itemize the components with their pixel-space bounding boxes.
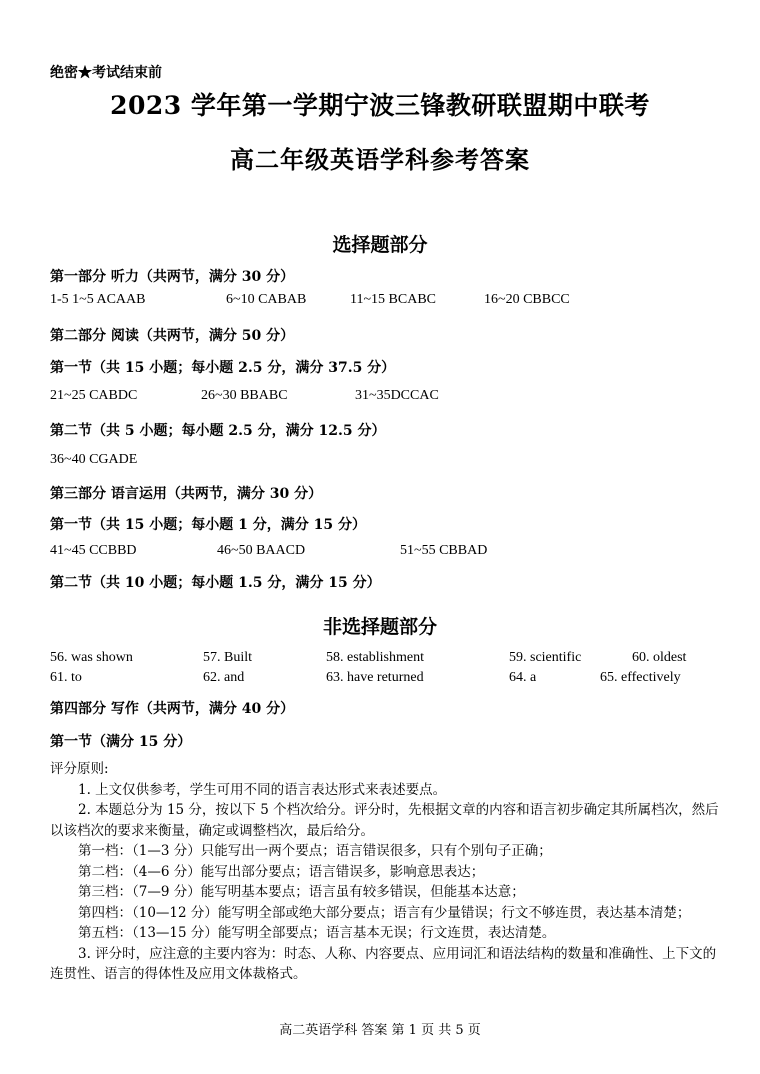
grade-1: 第一档：（1—3 分）只能写出一两个要点；语言错误很多，只有个别句子正确； (78, 843, 552, 859)
answer-group: 51~55 CBBAD (400, 543, 488, 558)
part2-title: 第二部分 阅读（共两节，满分 50 分） (50, 328, 295, 344)
answer-item: 56. was shown (50, 650, 133, 665)
part2-section1-title: 第一节（共 15 小题；每小题 2.5 分，满分 37.5 分） (50, 360, 396, 376)
rules-label: 评分原则: (50, 761, 109, 777)
answer-item: 58. establishment (326, 650, 424, 665)
grade-4: 第四档：（10—12 分）能写明全部或绝大部分要点；语言有少量错误；行文不够连贯，表达基本清楚； (78, 904, 691, 921)
grade-2: 第二档：（4—6 分）能写出部分要点；语言错误多，影响意思表达； (78, 863, 485, 880)
page-subtitle: 高二年级英语学科参考答案 (230, 145, 530, 174)
answer-item: 61. to (50, 670, 82, 685)
scoring-rules (50, 759, 720, 985)
part3-section1-title: 第一节（共 15 小题；每小题 1 分，满分 15 分） (50, 517, 366, 533)
subjective-heading: 非选择题部分 (322, 616, 437, 638)
answer-group: 16~20 CBBCC (484, 292, 570, 307)
answer-item: 57. Built (203, 650, 253, 665)
answer-group: 6~10 CABAB (226, 292, 307, 307)
part4-section1-title: 第一节（满分 15 分） (50, 734, 192, 750)
answer-group: 36~40 CGADE (50, 452, 138, 467)
confidential-label: 绝密★考试结束前 (50, 65, 162, 81)
answer-group: 46~50 BAACD (217, 543, 306, 558)
part1-title: 第一部分 听力（共两节，满分 30 分） (50, 269, 295, 285)
part4-title: 第四部分 写作（共两节，满分 40 分） (50, 701, 295, 717)
answer-group: 1-5 1~5 ACAAB (50, 292, 146, 307)
answer-item: 59. scientific (509, 650, 582, 665)
rule-2: 2. 本题总分为 15 分，按以下 5 个档次给分。评分时，先根据文章的内容和语言初步确定其所属档次，然后以该档次的要求来衡量，确定或调整档次，最后给分。 (50, 802, 719, 839)
answer-item: 62. and (203, 670, 245, 685)
answer-item: 63. have returned (326, 670, 424, 685)
page-title: 2023 学年第一学期宁波三锋教研联盟期中联考 (110, 91, 650, 120)
answer-item: 64. a (509, 670, 537, 685)
grade-3: 第三档：（7—9 分）能写明基本要点；语言虽有较多错误，但能基本达意； (78, 884, 525, 900)
rule-3: 3. 评分时，应注意的主要内容为：时态、人称、内容要点、应用词汇和语法结构的数量和准确性、上下文的连贯性、语言的得体性及应用文体裁格式。 (50, 945, 717, 982)
answer-item: 65. effectively (600, 670, 681, 685)
page-footer: 高二英语学科 答案 第 1 页 共 5 页 (279, 1023, 481, 1038)
answer-group: 41~45 CCBBD (50, 543, 137, 558)
answer-group: 11~15 BCABC (350, 292, 437, 307)
answer-group: 31~35DCCAC (355, 388, 439, 403)
objective-heading: 选择题部分 (332, 234, 428, 256)
part3-section2-title: 第二节（共 10 小题；每小题 1.5 分，满分 15 分） (50, 575, 381, 591)
part3-title: 第三部分 语言运用（共两节，满分 30 分） (50, 486, 323, 502)
part2-section2-title: 第二节（共 5 小题；每小题 2.5 分，满分 12.5 分） (50, 423, 386, 439)
rule-1: 1. 上文仅供参考，学生可用不同的语言表达形式来表述要点。 (78, 781, 447, 798)
answer-item: 60. oldest (632, 650, 687, 665)
answer-group: 21~25 CABDC (50, 388, 138, 403)
grade-5: 第五档：（13—15 分）能写明全部要点；语言基本无误；行文连贯，表达清楚。 (78, 925, 556, 941)
answer-group: 26~30 BBABC (201, 388, 288, 403)
